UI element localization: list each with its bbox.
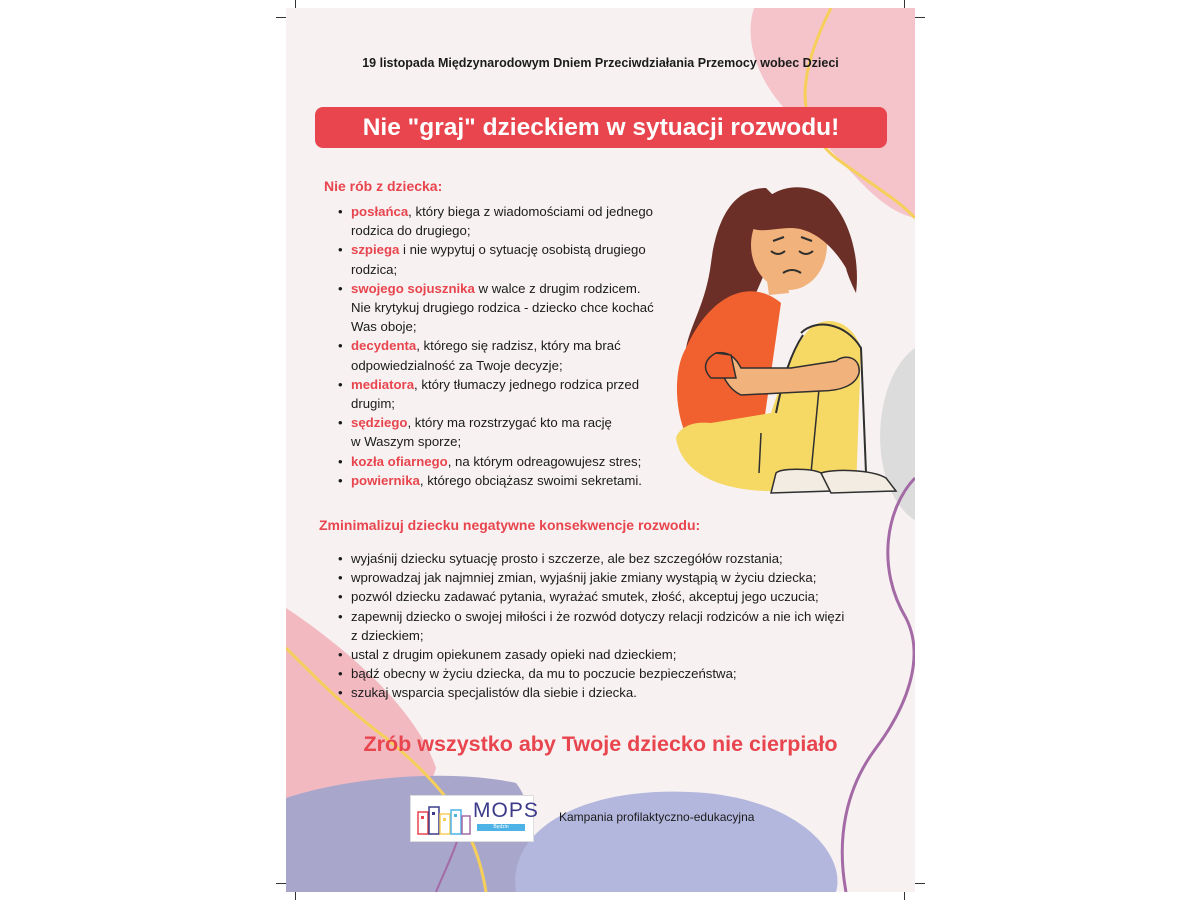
mops-logo xyxy=(410,795,539,842)
logo-subtext: Będzin xyxy=(477,824,525,831)
list-item: • swojego sojusznika w walce z drugim rodzicem. Nie krytykuj drugiego rodzica - dziecko chce kochać Was oboje; xyxy=(334,279,694,337)
buildings-icon xyxy=(416,802,472,836)
crop-mark xyxy=(915,17,925,18)
list-item: • szpiega i nie wypytuj o sytuację osobistą drugiego rodzica; xyxy=(334,240,694,278)
list-item: • szukaj wsparcia specjalistów dla siebie i dziecka. xyxy=(334,683,874,702)
crop-mark xyxy=(295,0,296,8)
list-item: • kozła ofiarnego, na którym odreagowujesz stres; xyxy=(334,452,694,471)
list-item: • powiernika, którego obciążasz swoimi sekretami. xyxy=(334,471,694,490)
section2-list xyxy=(334,549,874,703)
list-item: • wyjaśnij dziecku sytuację prosto i szczerze, ale bez szczegółów rozstania; xyxy=(334,549,874,568)
list-item: • zapewnij dziecko o swojej miłości i że rozwód dotyczy relacji rodziców a nie ich więzi z dzieckiem; xyxy=(334,607,874,645)
crop-mark xyxy=(904,0,905,8)
list-item: • bądź obecny w życiu dziecka, da mu to poczucie bezpieczeństwa; xyxy=(334,664,874,683)
list-item: • decydenta, którego się radzisz, który ma brać odpowiedzialność za Twoje decyzje; xyxy=(334,336,694,374)
closing-slogan: Zrób wszystko aby Twoje dziecko nie cierpiało xyxy=(363,732,838,756)
crop-mark xyxy=(295,892,296,900)
sad-girl-illustration xyxy=(671,173,915,503)
list-item: • ustal z drugim opiekunem zasady opieki nad dzieckiem; xyxy=(334,645,874,664)
list-item: • pozwól dziecku zadawać pytania, wyrażać smutek, złość, akceptuj jego uczucia; xyxy=(334,587,874,606)
blue-blob-bottom xyxy=(515,792,837,892)
crop-mark xyxy=(904,892,905,900)
list-item: • wprowadzaj jak najmniej zmian, wyjaśnij jakie zmiany wystąpią w życiu dziecka; xyxy=(334,568,874,587)
crop-mark xyxy=(276,883,286,884)
logo-text: MOPS xyxy=(473,799,539,822)
poster-title: Nie "graj" dzieckiem w sytuacji rozwodu! xyxy=(315,107,887,148)
section1-list xyxy=(334,202,694,490)
crop-mark xyxy=(276,17,286,18)
list-item: • posłańca, który biega z wiadomościami od jednego rodzica do drugiego; xyxy=(334,202,694,240)
crop-mark xyxy=(915,883,925,884)
campaign-footer: Kampania profilaktyczno-edukacyjna xyxy=(559,810,755,824)
list-item: • mediatora, który tłumaczy jednego rodzica przed drugim; xyxy=(334,375,694,413)
section2-title: Zminimalizuj dziecku negatywne konsekwencje rozwodu: xyxy=(319,517,701,533)
list-item: • sędziego, który ma rozstrzygać kto ma rację w Waszym sporze; xyxy=(334,413,694,451)
poster xyxy=(286,8,915,892)
campaign-date-line: 19 listopada Międzynarodowym Dniem Przeciwdziałania Przemocy wobec Dzieci xyxy=(362,56,839,70)
section1-title: Nie rób z dziecka: xyxy=(324,178,443,194)
